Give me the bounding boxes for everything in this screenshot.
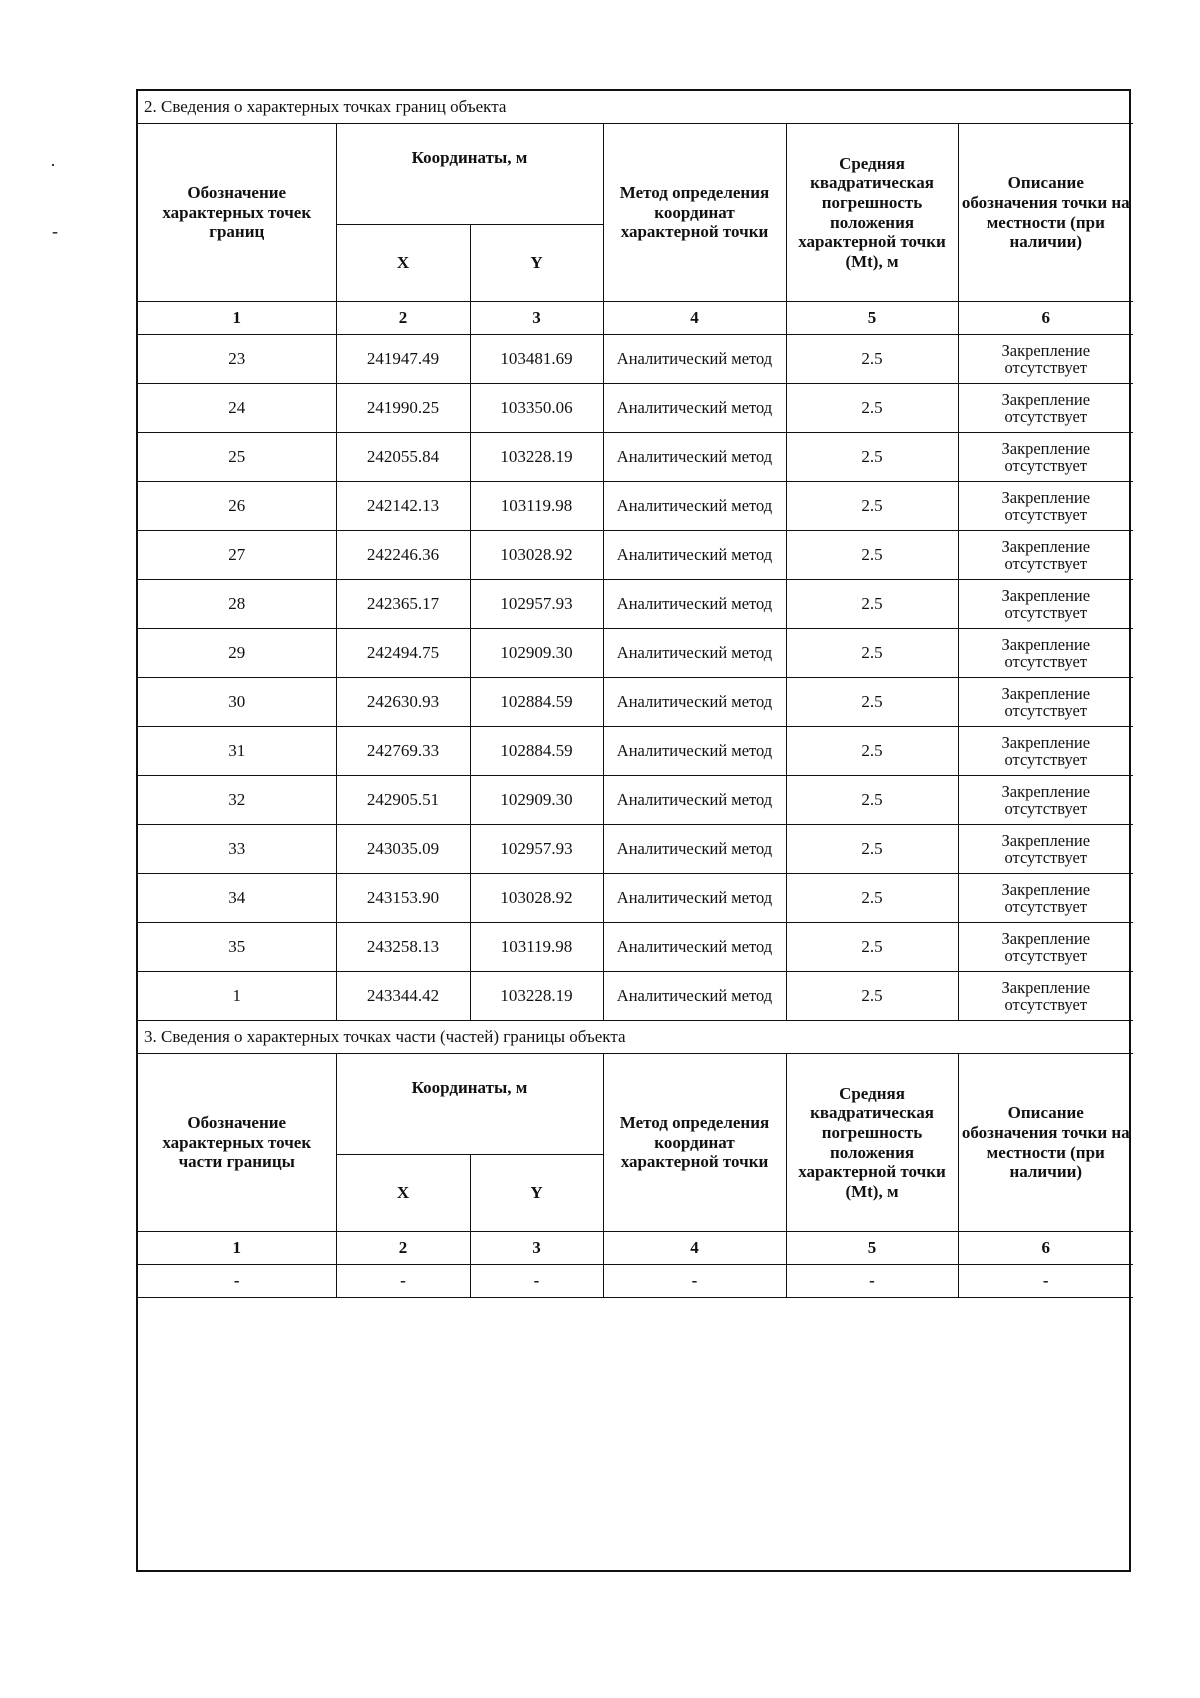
column-number-row — [138, 1232, 1133, 1265]
coord-x: 242142.13 — [336, 482, 470, 531]
coord-y: 102957.93 — [470, 580, 603, 629]
header-error: Средняя квадратическая погрешность положения характерной точки (Mt), м — [786, 124, 958, 302]
header-coordinates: Координаты, м — [336, 124, 603, 225]
empty-cell: - — [958, 1265, 1133, 1298]
description: Закрепление отсутствует — [958, 433, 1133, 482]
header-y: Y — [470, 225, 603, 302]
column-number: 4 — [603, 302, 786, 335]
coord-x: 241947.49 — [336, 335, 470, 384]
error-value: 2.5 — [786, 874, 958, 923]
method: Аналитический метод — [603, 580, 786, 629]
table-row — [138, 335, 1133, 384]
method: Аналитический метод — [603, 433, 786, 482]
section2-table — [138, 91, 1133, 1021]
coord-x: 242494.75 — [336, 629, 470, 678]
table-row — [138, 972, 1133, 1021]
description: Закрепление отсутствует — [958, 482, 1133, 531]
description: Закрепление отсутствует — [958, 678, 1133, 727]
coord-y: 103119.98 — [470, 923, 603, 972]
description: Закрепление отсутствует — [958, 580, 1133, 629]
error-value: 2.5 — [786, 776, 958, 825]
method: Аналитический метод — [603, 335, 786, 384]
column-number: 2 — [336, 1232, 470, 1265]
method: Аналитический метод — [603, 874, 786, 923]
point-number: 35 — [138, 923, 336, 972]
point-number: 23 — [138, 335, 336, 384]
error-value: 2.5 — [786, 727, 958, 776]
table-row — [138, 1265, 1133, 1298]
empty-cell: - — [138, 1265, 336, 1298]
coord-x: 242365.17 — [336, 580, 470, 629]
error-value: 2.5 — [786, 482, 958, 531]
coord-y: 103028.92 — [470, 874, 603, 923]
table-row — [138, 433, 1133, 482]
description: Закрепление отсутствует — [958, 874, 1133, 923]
header-x: X — [336, 1155, 470, 1232]
point-number: 26 — [138, 482, 336, 531]
description: Закрепление отсутствует — [958, 335, 1133, 384]
coord-x: 243153.90 — [336, 874, 470, 923]
point-number: 28 — [138, 580, 336, 629]
coord-y: 103119.98 — [470, 482, 603, 531]
empty-cell: - — [336, 1265, 470, 1298]
column-number: 5 — [786, 1232, 958, 1265]
section2-title: 2. Сведения о характерных точках границ объекта — [138, 91, 1133, 124]
coord-y: 102884.59 — [470, 727, 603, 776]
section3-table — [138, 1021, 1133, 1298]
coord-x: 242630.93 — [336, 678, 470, 727]
coord-y: 102957.93 — [470, 825, 603, 874]
empty-cell: - — [603, 1265, 786, 1298]
column-number: 6 — [958, 302, 1133, 335]
method: Аналитический метод — [603, 629, 786, 678]
header-designation: Обозначение характерных точек части границы — [138, 1054, 336, 1232]
error-value: 2.5 — [786, 531, 958, 580]
coord-x: 242055.84 — [336, 433, 470, 482]
method: Аналитический метод — [603, 776, 786, 825]
column-number: 6 — [958, 1232, 1133, 1265]
header-error: Средняя квадратическая погрешность положения характерной точки (Mt), м — [786, 1054, 958, 1232]
method: Аналитический метод — [603, 482, 786, 531]
header-description: Описание обозначения точки на местности (при наличии) — [958, 1054, 1133, 1232]
coord-y: 103481.69 — [470, 335, 603, 384]
description: Закрепление отсутствует — [958, 629, 1133, 678]
coord-y: 102909.30 — [470, 629, 603, 678]
table-row — [138, 531, 1133, 580]
table-row — [138, 482, 1133, 531]
error-value: 2.5 — [786, 433, 958, 482]
error-value: 2.5 — [786, 580, 958, 629]
point-number: 30 — [138, 678, 336, 727]
error-value: 2.5 — [786, 629, 958, 678]
coord-y: 103228.19 — [470, 433, 603, 482]
table-row — [138, 384, 1133, 433]
empty-cell: - — [470, 1265, 603, 1298]
header-coordinates: Координаты, м — [336, 1054, 603, 1155]
coord-y: 103350.06 — [470, 384, 603, 433]
coord-y: 102884.59 — [470, 678, 603, 727]
description: Закрепление отсутствует — [958, 825, 1133, 874]
method: Аналитический метод — [603, 678, 786, 727]
point-number: 25 — [138, 433, 336, 482]
coord-x: 242246.36 — [336, 531, 470, 580]
error-value: 2.5 — [786, 972, 958, 1021]
document-frame — [136, 89, 1131, 1572]
method: Аналитический метод — [603, 384, 786, 433]
error-value: 2.5 — [786, 923, 958, 972]
description: Закрепление отсутствует — [958, 531, 1133, 580]
table-row — [138, 825, 1133, 874]
coord-x: 242769.33 — [336, 727, 470, 776]
header-designation: Обозначение характерных точек границ — [138, 124, 336, 302]
table-row — [138, 580, 1133, 629]
column-number: 3 — [470, 1232, 603, 1265]
table-row — [138, 923, 1133, 972]
table-row — [138, 678, 1133, 727]
coord-y: 103028.92 — [470, 531, 603, 580]
coord-x: 242905.51 — [336, 776, 470, 825]
column-number: 5 — [786, 302, 958, 335]
table-row — [138, 727, 1133, 776]
coord-x: 243344.42 — [336, 972, 470, 1021]
table-row — [138, 874, 1133, 923]
error-value: 2.5 — [786, 678, 958, 727]
point-number: 34 — [138, 874, 336, 923]
stray-mark-dash: - — [52, 221, 58, 241]
error-value: 2.5 — [786, 825, 958, 874]
error-value: 2.5 — [786, 384, 958, 433]
description: Закрепление отсутствует — [958, 384, 1133, 433]
coord-x: 241990.25 — [336, 384, 470, 433]
section3-title: 3. Сведения о характерных точках части (частей) границы объекта — [138, 1021, 1133, 1054]
header-y: Y — [470, 1155, 603, 1232]
column-number: 1 — [138, 1232, 336, 1265]
column-number: 4 — [603, 1232, 786, 1265]
description: Закрепление отсутствует — [958, 923, 1133, 972]
header-method: Метод определения координат характерной точки — [603, 1054, 786, 1232]
method: Аналитический метод — [603, 972, 786, 1021]
point-number: 1 — [138, 972, 336, 1021]
header-description: Описание обозначения точки на местности (при наличии) — [958, 124, 1133, 302]
point-number: 24 — [138, 384, 336, 433]
table-row — [138, 776, 1133, 825]
column-number: 3 — [470, 302, 603, 335]
empty-cell: - — [786, 1265, 958, 1298]
point-number: 29 — [138, 629, 336, 678]
coord-x: 243258.13 — [336, 923, 470, 972]
column-number: 2 — [336, 302, 470, 335]
method: Аналитический метод — [603, 727, 786, 776]
error-value: 2.5 — [786, 335, 958, 384]
coord-x: 243035.09 — [336, 825, 470, 874]
method: Аналитический метод — [603, 531, 786, 580]
stray-mark-dot: · — [50, 155, 56, 175]
point-number: 31 — [138, 727, 336, 776]
description: Закрепление отсутствует — [958, 972, 1133, 1021]
method: Аналитический метод — [603, 923, 786, 972]
coord-y: 103228.19 — [470, 972, 603, 1021]
description: Закрепление отсутствует — [958, 776, 1133, 825]
header-x: X — [336, 225, 470, 302]
point-number: 27 — [138, 531, 336, 580]
description: Закрепление отсутствует — [958, 727, 1133, 776]
points-body — [138, 335, 1133, 1021]
column-number-row — [138, 302, 1133, 335]
method: Аналитический метод — [603, 825, 786, 874]
coord-y: 102909.30 — [470, 776, 603, 825]
column-number: 1 — [138, 302, 336, 335]
point-number: 33 — [138, 825, 336, 874]
point-number: 32 — [138, 776, 336, 825]
table-row — [138, 629, 1133, 678]
header-method: Метод определения координат характерной точки — [603, 124, 786, 302]
